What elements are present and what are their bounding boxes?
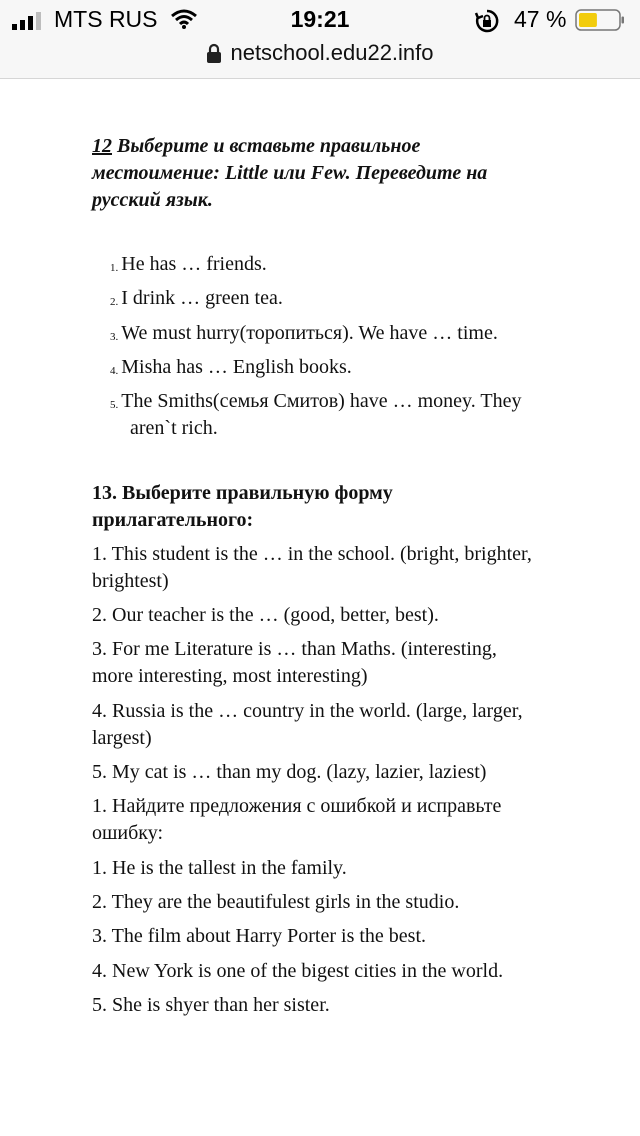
section12-title-line3: русский язык. — [92, 189, 213, 211]
errors-line: 3. The film about Harry Porter is the best. — [92, 925, 427, 947]
errors-line: 4. New York is one of the bigest cities in the world. — [92, 960, 504, 982]
errors-line: 1. He is the tallest in the family. — [92, 857, 347, 879]
page-content — [0, 78, 640, 1136]
section12-item-3: 3. We must hurry(торопиться). We have … time. — [110, 322, 498, 344]
section12-number: 12 — [92, 135, 112, 157]
section12-item-5: 5. The Smiths(семья Смитов) have … money. They — [110, 390, 522, 412]
status-bar — [0, 0, 640, 40]
section13-line: brightest) — [92, 570, 169, 592]
section13-line: 1. This student is the … in the school. (bright, brighter, — [92, 543, 532, 565]
address-bar[interactable] — [0, 40, 640, 74]
section13-line: largest) — [92, 727, 152, 749]
section12-title-line2: местоимение: Little или Few. Переведите на — [92, 162, 488, 184]
section13-title-line1: 13. Выберите правильную форму — [92, 482, 393, 504]
battery-icon — [575, 9, 625, 31]
section12-item-4: 4. Misha has … English books. — [110, 356, 352, 378]
section12-title-line1: 12 Выберите и вставьте правильное — [92, 135, 421, 157]
section12-item-2: 2. I drink … green tea. — [110, 287, 283, 309]
padlock-icon — [206, 43, 222, 63]
section13-line: 5. My cat is … than my dog. (lazy, lazier, laziest) — [92, 761, 487, 783]
errors-line: 5. She is shyer than her sister. — [92, 994, 330, 1016]
errors-title-line1: 1. Найдите предложения с ошибкой и исправьте — [92, 795, 502, 817]
clock-time: 19:21 — [290, 6, 350, 32]
section12-item-5-continued: aren`t rich. — [130, 417, 218, 439]
section13-line: 4. Russia is the … country in the world. (large, larger, — [92, 700, 523, 722]
errors-line: 2. They are the beautifulest girls in the studio. — [92, 891, 460, 913]
section13-line: 3. For me Literature is … than Maths. (interesting, — [92, 638, 497, 660]
section13-title-line2: прилагательного: — [92, 509, 254, 531]
rotation-lock-icon — [474, 8, 500, 34]
browser-top-bar — [0, 0, 640, 79]
errors-title-line2: ошибку: — [92, 822, 164, 844]
section12-item-1: 1. He has … friends. — [110, 253, 267, 275]
carrier-name: MTS RUS — [54, 6, 158, 32]
url-text: netschool.edu22.info — [230, 40, 434, 65]
section13-line: more interesting, most interesting) — [92, 665, 368, 687]
section13-line: 2. Our teacher is the … (good, better, best). — [92, 604, 439, 626]
battery-percentage: 47 % — [514, 6, 567, 32]
